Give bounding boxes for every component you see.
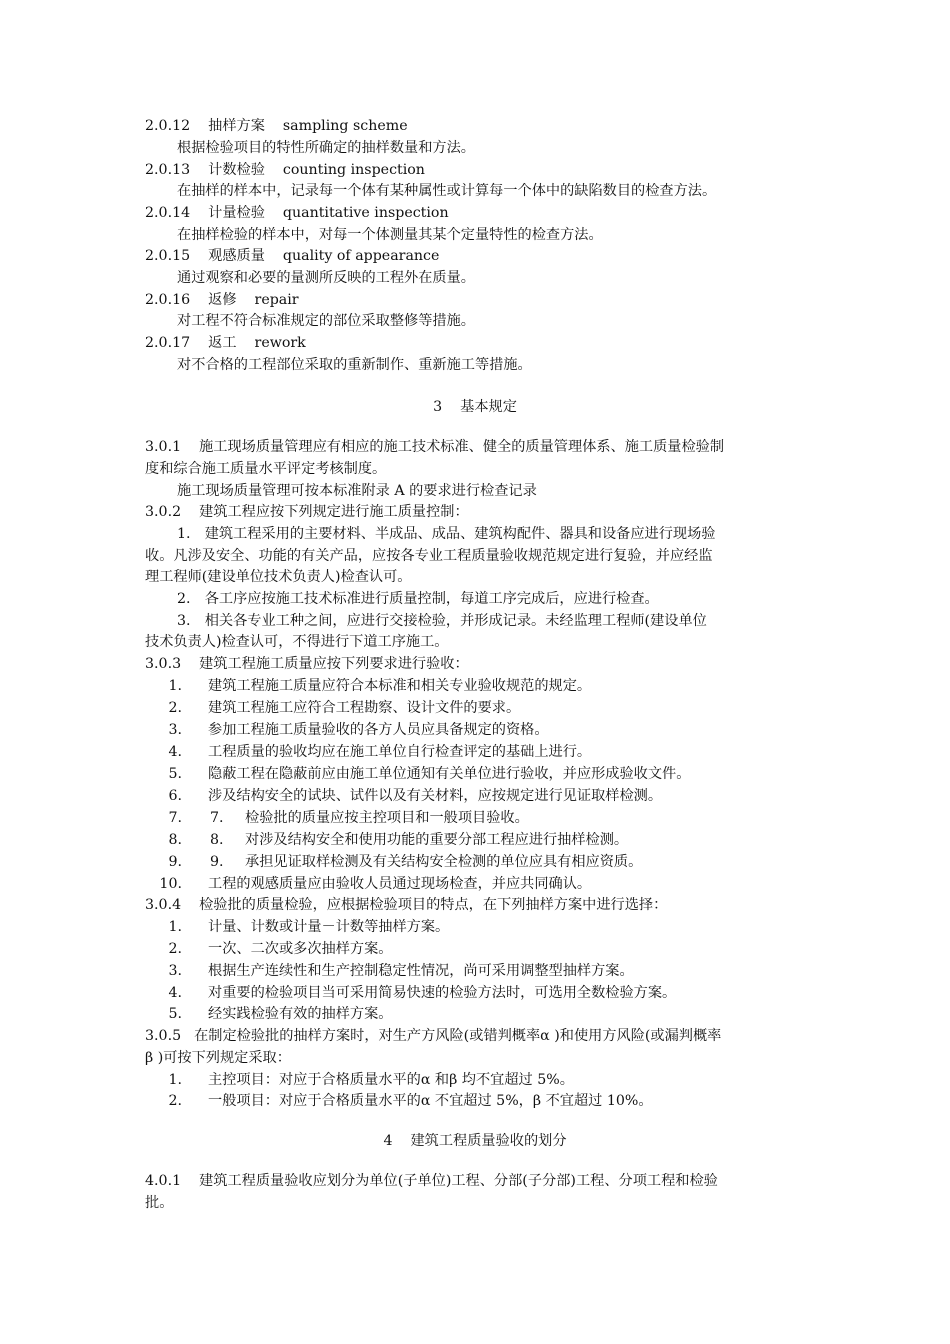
item-text: 工程的观感质量应由验收人员通过现场检查，并应共同确认。 bbox=[208, 876, 592, 892]
list-item-continued: 收。凡涉及安全、功能的有关产品，应按各专业工程质量验收规范规定进行复验，并应经监 bbox=[145, 548, 713, 564]
item-sub-number: 8. bbox=[210, 832, 224, 848]
term-number: 2.0.17 bbox=[145, 335, 191, 351]
item-number: 10. bbox=[159, 876, 182, 892]
item-text: 一般项目：对应于合格质量水平的α 不宜超过 5%，β 不宜超过 10%。 bbox=[208, 1093, 653, 1109]
term-en: quality of appearance bbox=[282, 248, 440, 264]
clause-number: 4.0.1 bbox=[145, 1173, 182, 1189]
item-number: 5. bbox=[168, 766, 182, 782]
list-item-continued: 技术负责人)检查认可，不得进行下道工序施工。 bbox=[145, 634, 449, 650]
clause-line: 施工现场质量管理可按本标准附录 A 的要求进行检查记录 bbox=[177, 483, 537, 499]
term-heading bbox=[145, 160, 810, 182]
term-number: 2.0.12 bbox=[145, 118, 191, 134]
item-text: 一次、二次或多次抽样方案。 bbox=[208, 941, 393, 957]
term-definition: 对不合格的工程部位采取的重新制作、重新施工等措施。 bbox=[177, 357, 532, 373]
list-item: 2. 各工序应按施工技术标准进行质量控制，每道工序完成后，应进行检查。 bbox=[177, 591, 659, 607]
clause-line: β )可按下列规定采取： bbox=[145, 1050, 291, 1066]
clause-line bbox=[145, 502, 810, 524]
term-definition: 在抽样的样本中，记录每一个体有某种属性或计算每一个体中的缺陷数目的检查方法。 bbox=[177, 183, 717, 199]
item-number: 1. bbox=[168, 919, 182, 935]
item-text: 隐蔽工程在隐蔽前应由施工单位通知有关单位进行验收，并应形成验收文件。 bbox=[208, 766, 691, 782]
list-item: 3. 相关各专业工种之间，应进行交接检验，并形成记录。未经监理工程师(建设单位 bbox=[177, 613, 707, 629]
item-sub-number: 7. bbox=[210, 810, 224, 826]
item-text: 建筑工程施工应符合工程勘察、设计文件的要求。 bbox=[208, 700, 521, 716]
term-en: counting inspection bbox=[282, 162, 425, 178]
clause-line bbox=[145, 1026, 810, 1048]
clause-line bbox=[145, 437, 810, 459]
clause-line bbox=[145, 654, 810, 676]
term-zh: 计数检验 bbox=[208, 162, 265, 178]
term-en: repair bbox=[254, 292, 299, 308]
term-heading bbox=[145, 333, 810, 355]
clause-line: 度和综合施工质量水平评定考核制度。 bbox=[145, 461, 387, 477]
chapter-title: 基本规定 bbox=[460, 399, 517, 415]
item-text: 根据生产连续性和生产控制稳定性情况，尚可采用调整型抽样方案。 bbox=[208, 963, 634, 979]
term-heading bbox=[145, 116, 810, 138]
item-text: 主控项目：对应于合格质量水平的α 和β 均不宜超过 5%。 bbox=[208, 1072, 574, 1088]
item-text: 工程质量的验收均应在施工单位自行检查评定的基础上进行。 bbox=[208, 744, 592, 760]
term-number: 2.0.15 bbox=[145, 248, 191, 264]
chapter-number: 3 bbox=[433, 399, 443, 415]
clause-text: 建筑工程质量验收应划分为单位(子单位)工程、分部(子分部)工程、分项工程和检验 bbox=[199, 1173, 718, 1189]
chapter-heading bbox=[0, 1131, 950, 1153]
clause-line bbox=[145, 1171, 810, 1193]
term-heading bbox=[145, 246, 810, 268]
term-en: sampling scheme bbox=[282, 118, 408, 134]
item-text: 经实践检验有效的抽样方案。 bbox=[208, 1006, 393, 1022]
list-item-continued: 理工程师(建设单位技术负责人)检查认可。 bbox=[145, 569, 412, 585]
clause-number: 3.0.3 bbox=[145, 656, 182, 672]
item-text: 承担见证取样检测及有关结构安全检测的单位应具有相应资质。 bbox=[245, 854, 643, 870]
clause-number: 3.0.5 bbox=[145, 1028, 182, 1044]
term-definition: 根据检验项目的特性所确定的抽样数量和方法。 bbox=[177, 140, 475, 156]
clause-text: 建筑工程施工质量应按下列要求进行验收： bbox=[199, 656, 469, 672]
term-zh: 观感质量 bbox=[208, 248, 265, 264]
term-zh: 返工 bbox=[208, 335, 237, 351]
clause-number: 3.0.2 bbox=[145, 504, 182, 520]
item-sub-number: 9. bbox=[210, 854, 224, 870]
item-text: 参加工程施工质量验收的各方人员应具备规定的资格。 bbox=[208, 722, 549, 738]
clause-number: 3.0.1 bbox=[145, 439, 182, 455]
item-text: 建筑工程施工质量应符合本标准和相关专业验收规范的规定。 bbox=[208, 678, 592, 694]
term-definition: 在抽样检验的样本中，对每一个体测量其某个定量特性的检查方法。 bbox=[177, 227, 603, 243]
item-number: 9. bbox=[168, 854, 182, 870]
list-item: 1. 建筑工程采用的主要材料、半成品、成品、建筑构配件、器具和设备应进行现场验 bbox=[177, 526, 716, 542]
term-zh: 计量检验 bbox=[208, 205, 265, 221]
item-text: 计量、计数或计量－计数等抽样方案。 bbox=[208, 919, 450, 935]
term-zh: 返修 bbox=[208, 292, 237, 308]
item-number: 3. bbox=[168, 963, 182, 979]
item-number: 2. bbox=[168, 700, 182, 716]
term-number: 2.0.14 bbox=[145, 205, 191, 221]
term-heading bbox=[145, 203, 810, 225]
term-en: quantitative inspection bbox=[282, 205, 449, 221]
clause-number: 3.0.4 bbox=[145, 897, 182, 913]
item-text: 涉及结构安全的试块、试件以及有关材料，应按规定进行见证取样检测。 bbox=[208, 788, 663, 804]
clause-text: 建筑工程应按下列规定进行施工质量控制： bbox=[199, 504, 469, 520]
term-zh: 抽样方案 bbox=[208, 118, 265, 134]
term-number: 2.0.16 bbox=[145, 292, 191, 308]
item-text: 检验批的质量应按主控项目和一般项目验收。 bbox=[245, 810, 529, 826]
item-text: 对重要的检验项目当可采用简易快速的检验方法时，可选用全数检验方案。 bbox=[208, 985, 677, 1001]
item-number: 7. bbox=[168, 810, 182, 826]
item-number: 6. bbox=[168, 788, 182, 804]
item-number: 2. bbox=[168, 941, 182, 957]
item-number: 4. bbox=[168, 985, 182, 1001]
term-number: 2.0.13 bbox=[145, 162, 191, 178]
item-number: 4. bbox=[168, 744, 182, 760]
term-definition: 通过观察和必要的量测所反映的工程外在质量。 bbox=[177, 270, 475, 286]
item-text: 对涉及结构安全和使用功能的重要分部工程应进行抽样检测。 bbox=[245, 832, 629, 848]
clause-line: 批。 bbox=[145, 1195, 174, 1211]
term-definition: 对工程不符合标准规定的部位采取整修等措施。 bbox=[177, 313, 475, 329]
term-en: rework bbox=[254, 335, 306, 351]
clause-line bbox=[145, 895, 810, 917]
chapter-heading bbox=[0, 397, 950, 419]
item-number: 1. bbox=[168, 1072, 182, 1088]
chapter-title: 建筑工程质量验收的划分 bbox=[410, 1133, 567, 1149]
item-number: 8. bbox=[168, 832, 182, 848]
clause-text: 在制定检验批的抽样方案时，对生产方风险(或错判概率α )和使用方风险(或漏判概率 bbox=[194, 1028, 722, 1044]
item-number: 3. bbox=[168, 722, 182, 738]
item-number: 5. bbox=[168, 1006, 182, 1022]
clause-text: 检验批的质量检验，应根据检验项目的特点，在下列抽样方案中进行选择： bbox=[199, 897, 668, 913]
item-number: 1. bbox=[168, 678, 182, 694]
term-heading bbox=[145, 290, 810, 312]
chapter-number: 4 bbox=[383, 1133, 393, 1149]
item-number: 2. bbox=[168, 1093, 182, 1109]
clause-text: 施工现场质量管理应有相应的施工技术标准、健全的质量管理体系、施工质量检验制 bbox=[199, 439, 725, 455]
